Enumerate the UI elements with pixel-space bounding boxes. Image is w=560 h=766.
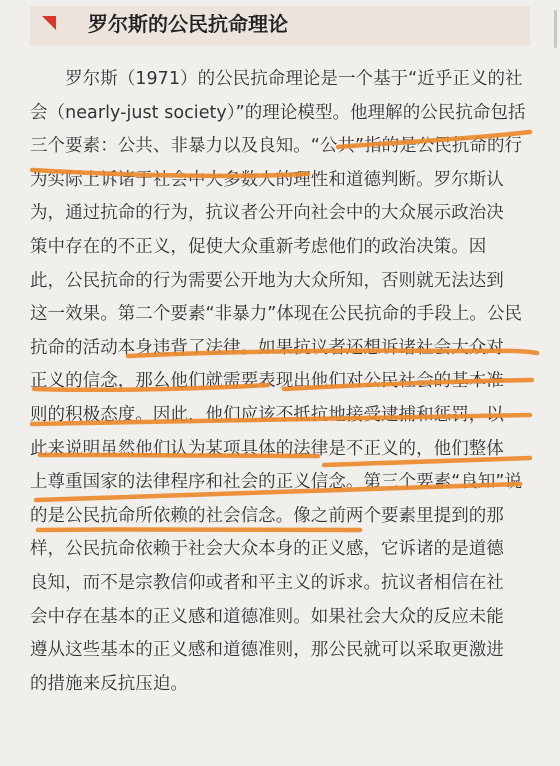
- body-line: 为实际上诉诸于社会中大多数人的理性和道德判断。罗尔斯认: [30, 169, 504, 190]
- body-line: 样，公民抗命依赖于社会大众本身的正义感，它诉诸的是道德: [30, 539, 504, 560]
- underline-stroke: [128, 351, 537, 356]
- body-line: 策中存在的不正义，促使大众重新考虑他们的政治决策。因: [30, 236, 487, 257]
- body-line: 会中存在基本的正义感和道德准则。如果社会大众的反应未能: [30, 606, 504, 627]
- underline-stroke: [324, 458, 530, 465]
- body-line: 三个要素：公共、非暴力以及良知。“公共”指的是公民抗命的行: [30, 136, 523, 157]
- body-line: 良知，而不是宗教信仰或者和平主义的诉求。抗议者相信在社: [30, 572, 504, 593]
- body-line: 会（nearly-just society）”的理论模型。他理解的公民抗命包括: [30, 102, 526, 123]
- body-line: 此来说明虽然他们认为某项具体的法律是不正义的，他们整体: [30, 438, 504, 459]
- underline-stroke: [38, 529, 360, 530]
- body-line: 的措施来反抗压迫。: [30, 673, 188, 694]
- underline-stroke: [284, 380, 532, 389]
- section-title: 罗尔斯的公民抗命理论: [88, 12, 288, 36]
- body-line: 这一效果。第二个要素“非暴力”体现在公民抗命的手段上。公民: [30, 304, 523, 325]
- body-line: 此，公民抗命的行为需要公开地为大众所知，否则就无法达到: [30, 270, 504, 291]
- body-line: 的是公民抗命所依赖的社会信念。像之前两个要素里提到的那: [30, 505, 504, 526]
- underline-stroke: [32, 415, 530, 424]
- body-line: 为，通过抗命的行为，抗议者公开向社会中的大众展示政治决: [30, 203, 504, 224]
- body-line: 则的积极态度。因此，他们应该不抵抗地接受逮捕和惩罚，以: [30, 404, 504, 425]
- body-line: 遵从这些基本的正义感和道德准则，那公民就可以采取更激进: [30, 640, 504, 661]
- underline-stroke: [32, 170, 308, 176]
- body-line: 抗命的活动本身违背了法律。如果抗议者还想诉诸社会大众对: [30, 337, 504, 358]
- underline-stroke: [34, 385, 268, 390]
- body-line: 罗尔斯（1971）的公民抗命理论是一个基于“近乎正义的社: [30, 69, 523, 89]
- underline-stroke: [40, 455, 318, 456]
- body-line: 正义的信念，那么他们就需要表现出他们对公民社会的基本准: [30, 371, 504, 392]
- underline-stroke: [36, 484, 520, 500]
- body-line: 上尊重国家的法律程序和社会的正义信念。第三个要素“良知”说: [30, 472, 523, 493]
- underline-stroke: [338, 132, 530, 147]
